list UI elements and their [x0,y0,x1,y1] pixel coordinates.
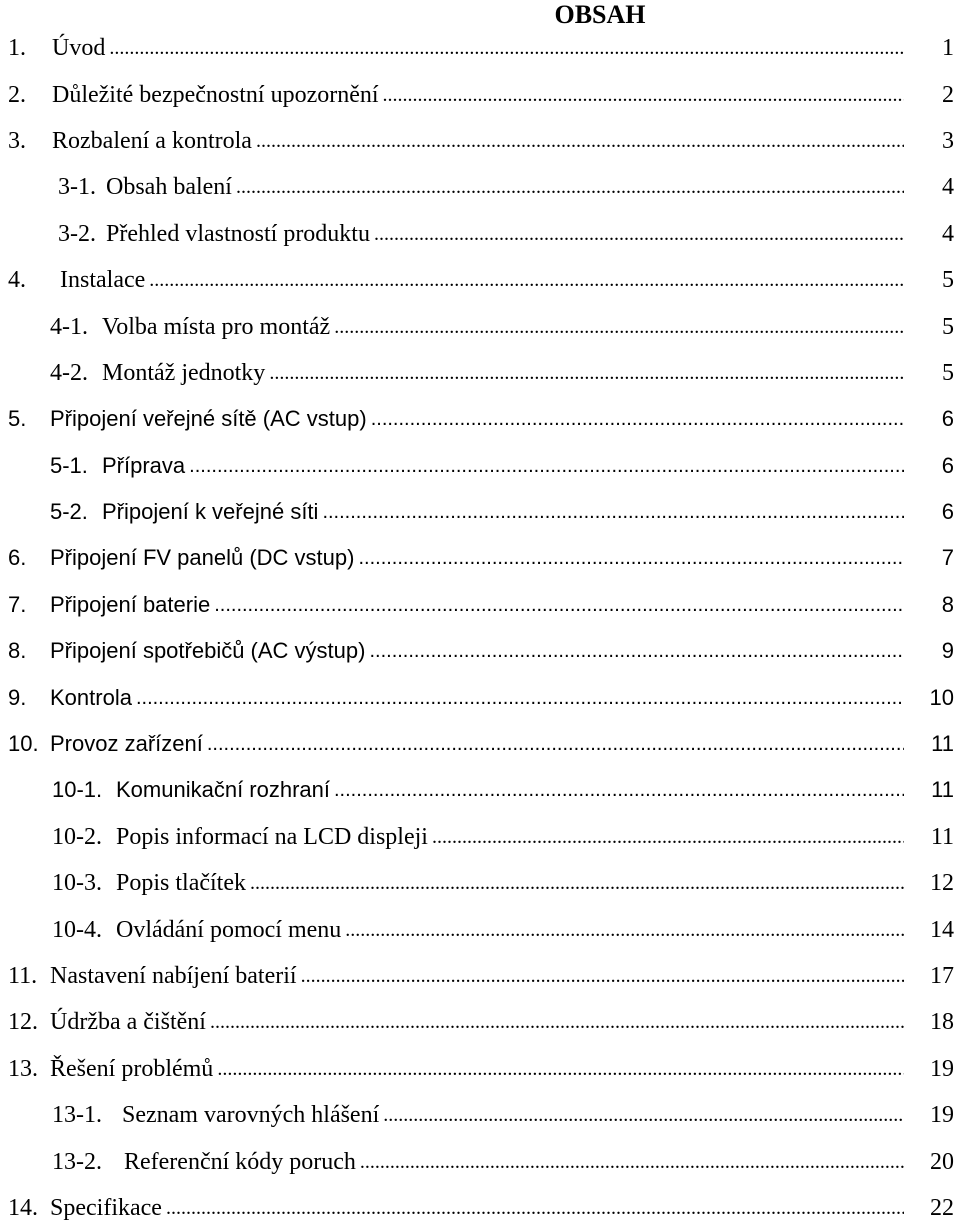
toc-entry[interactable] [0,118,960,164]
toc-entry-number: 3. [8,127,26,154]
toc-entry-title: Připojení FV panelů (DC vstup) [50,545,355,571]
toc-entry-number: 2. [8,81,26,108]
toc-entry[interactable] [0,1185,960,1231]
toc-entry-number: 4-1. [50,313,88,340]
toc-entry-page-number: 9 [941,638,954,664]
toc-entry-title: Komunikační rozhraní [116,777,330,803]
toc-entry-page-number: 19 [930,1102,954,1129]
toc-entry-page-number: 19 [930,1055,954,1082]
toc-dot-leader [269,358,904,388]
toc-dot-leader [374,219,904,249]
toc-dot-leader [432,822,904,852]
toc-entry-page-number: 10 [929,684,954,710]
toc-entry[interactable] [0,814,960,860]
toc-entry-page-number: 20 [930,1148,954,1175]
toc-entry[interactable] [0,350,960,396]
toc-entry-page-number: 22 [930,1194,954,1221]
toc-entry-title: Instalace [60,267,146,294]
toc-entry-title: Ovládání pomocí menu [116,916,342,943]
toc-entry[interactable] [0,71,960,117]
toc-entry-title: Připojení baterie [50,591,211,617]
toc-entry-page-number: 11 [931,777,954,803]
toc-dot-leader [236,172,904,202]
toc-entry-title: Připojení spotřebičů (AC výstup) [50,638,366,664]
toc-entry-number: 5-1. [50,452,88,478]
toc-entry-title: Popis tlačítek [116,870,246,897]
toc-entry-number: 9. [8,684,27,710]
toc-entry-page-number: 5 [942,267,954,294]
toc-entry[interactable] [0,489,960,535]
toc-entry-page-number: 8 [941,591,954,617]
toc-dot-leader [360,1147,904,1177]
toc-entry-number: 13. [8,1055,38,1082]
toc-dot-leader [214,590,904,620]
toc-dot-leader [369,636,904,666]
toc-dot-leader [189,451,904,481]
toc-entry-title: Údržba a čištění [50,1009,206,1036]
toc-entry[interactable] [0,257,960,303]
toc-entry-number: 1. [8,35,26,62]
toc-entry[interactable] [0,582,960,628]
toc-entry-number: 5. [8,406,27,432]
toc-entry-page-number: 2 [942,81,954,108]
toc-entry-number: 6. [8,545,27,571]
toc-entry[interactable] [0,999,960,1045]
toc-entry-number: 10-2. [52,823,102,850]
toc-entry-title: Rozbalení a kontrola [52,127,252,154]
toc-entry-number: 3-2. [58,220,96,247]
toc-dot-leader [217,1054,904,1084]
toc-entry-page-number: 14 [930,916,954,943]
toc-entry[interactable] [0,535,960,581]
toc-entry-page-number: 11 [930,823,954,850]
toc-entry[interactable] [0,953,960,999]
toc-dot-leader [136,683,904,713]
toc-entry[interactable] [0,396,960,442]
toc-entry[interactable] [0,1138,960,1184]
toc-entry-title: Obsah balení [106,174,232,201]
toc-entry[interactable] [0,211,960,257]
toc-entry-number: 4-2. [50,359,88,386]
toc-entry-title: Seznam varovných hlášení [122,1102,380,1129]
toc-entry[interactable] [0,860,960,906]
toc-dot-leader [250,868,904,898]
toc-entry-title: Připojení veřejné sítě (AC vstup) [50,406,367,432]
toc-entry-title: Úvod [52,35,106,62]
toc-entry-number: 12. [8,1009,38,1036]
toc-dot-leader [371,404,904,434]
toc-entry-page-number: 4 [942,220,954,247]
toc-entry-page-number: 18 [930,1009,954,1036]
toc-dot-leader [210,1007,904,1037]
toc-entry-page-number: 4 [942,174,954,201]
toc-dot-leader [109,33,904,63]
toc-entry-number: 3-1. [58,174,96,201]
toc-entry-number: 5-2. [50,499,88,525]
toc-entry[interactable] [0,25,960,71]
toc-entry-page-number: 5 [942,313,954,340]
toc-entry[interactable] [0,628,960,674]
toc-entry[interactable] [0,1046,960,1092]
toc-entry-title: Popis informací na LCD displeji [116,823,428,850]
toc-entry-title: Připojení k veřejné síti [102,499,319,525]
toc-entry[interactable] [0,164,960,210]
toc-entry-number: 10-3. [52,870,102,897]
toc-entry-title: Montáž jednotky [102,359,266,386]
toc-entry-page-number: 6 [941,499,954,525]
toc-entry[interactable] [0,767,960,813]
toc-dot-leader [322,497,904,527]
toc-entry-title: Kontrola [50,684,132,710]
toc-dot-leader [301,961,904,991]
toc-entry-number: 14. [8,1194,38,1221]
toc-dot-leader [166,1193,904,1223]
toc-entry-title: Příprava [102,452,186,478]
toc-dot-leader [345,915,904,945]
toc-dot-leader [358,543,904,573]
toc-dot-leader [149,265,904,295]
toc-entry-title: Specifikace [50,1194,162,1221]
toc-dot-leader [383,80,904,110]
toc-entry-number: 10-4. [52,916,102,943]
toc-entry[interactable] [0,674,960,720]
toc-entry[interactable] [0,721,960,767]
toc-entry-number: 11. [8,963,38,989]
toc-entry-page-number: 5 [942,359,954,386]
toc-entry[interactable] [0,303,960,349]
toc-entry-number: 10-1. [52,777,103,803]
toc-entry-number: 13-2. [52,1148,102,1175]
toc-dot-leader [256,126,904,156]
toc-list [0,25,960,1231]
toc-entry-number: 4. [8,267,26,294]
toc-dot-leader [334,775,904,805]
toc-entry-title: Volba místa pro montáž [102,313,331,340]
toc-entry-page-number: 6 [941,406,954,432]
toc-entry-page-number: 11 [931,731,954,757]
toc-title: OBSAH [554,0,646,29]
toc-dot-leader [334,312,904,342]
toc-entry-page-number: 1 [942,35,954,62]
toc-entry-title: Řešení problémů [50,1055,214,1082]
toc-entry[interactable] [0,906,960,952]
toc-entry-title: Referenční kódy poruch [124,1148,356,1175]
toc-entry-page-number: 7 [941,545,954,571]
toc-entry-page-number: 17 [930,963,954,989]
toc-dot-leader [383,1100,904,1130]
toc-entry-number: 10. [8,731,39,757]
toc-entry-page-number: 12 [930,870,954,897]
toc-entry-title: Provoz zařízení [50,731,203,757]
toc-entry-number: 13-1. [52,1102,102,1129]
toc-entry[interactable] [0,443,960,489]
toc-dot-leader [207,729,904,759]
toc-entry-number: 7. [8,591,27,617]
toc-entry[interactable] [0,1092,960,1138]
toc-entry-number: 8. [8,638,27,664]
toc-entry-page-number: 3 [942,127,954,154]
toc-entry-title: Přehled vlastností produktu [106,220,370,247]
toc-entry-page-number: 6 [941,452,954,478]
toc-entry-title: Důležité bezpečnostní upozornění [52,81,379,108]
toc-entry-title: Nastavení nabíjení baterií [50,963,297,989]
